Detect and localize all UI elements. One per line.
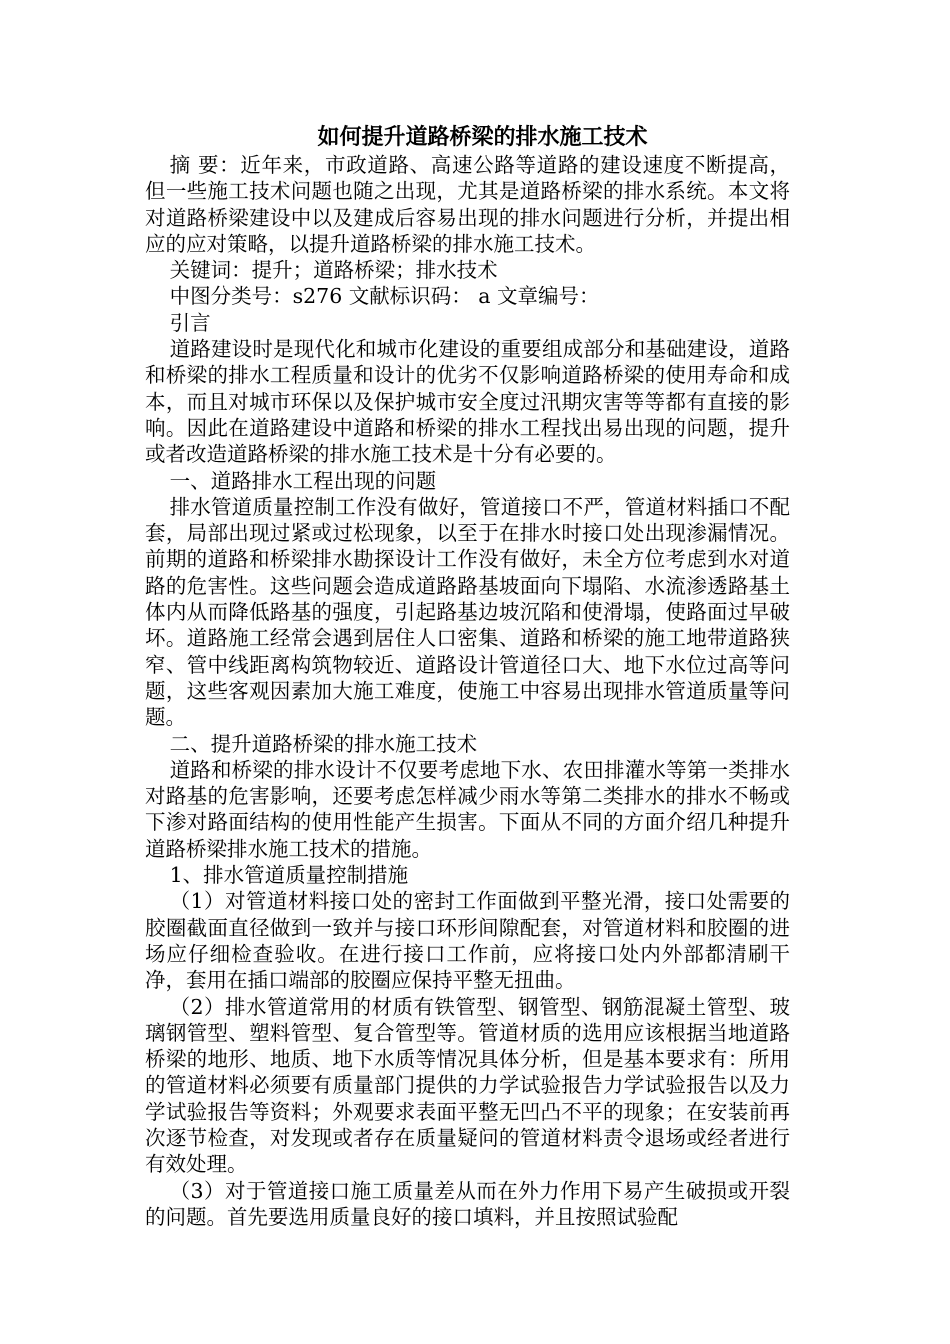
section-heading-2: 二、提升道路桥梁的排水施工技术 <box>169 731 478 756</box>
document-page <box>145 122 790 1230</box>
document-title: 如何提升道路桥梁的排水施工技术 <box>317 124 648 150</box>
section-heading-introduction: 引言 <box>169 310 211 335</box>
subsection-heading-2-1: 1、排水管道质量控制措施 <box>169 863 409 888</box>
introduction-paragraph: 道路建设时是现代化和城市化建设的重要组成部分和基础建设，道路和桥梁的排水工程质量和设计的优劣不仅影响道路桥梁的使用寿命和成本，而且对城市环保以及保护城市安全度过汛期灾害等等都有直接的影响。因此在道路建设中道路和桥梁的排水工程找出易出现的问题，提升或者改造道路桥梁的排水施工技术是十分有必要的。 <box>145 337 790 467</box>
keywords-line: 关键词：提升；道路桥梁；排水技术 <box>169 258 498 283</box>
abstract-paragraph: 摘 要：近年来，市政道路、高速公路等道路的建设速度不断提高，但一些施工技术问题也随之出现，尤其是道路桥梁的排水系统。本文将对道路桥梁建设中以及建成后容易出现的排水问题进行分析，并提出相应的应对策略，以提升道路桥梁的排水施工技术。 <box>145 153 790 256</box>
item-3-paragraph: （3）对于管道接口施工质量差从而在外力作用下易产生破损或开裂的问题。首先要选用质量良好的接口填料，并且按照试验配 <box>145 1178 790 1229</box>
section-1-paragraph: 排水管道质量控制工作没有做好，管道接口不严，管道材料插口不配套，局部出现过紧或过松现象，以至于在排水时接口处出现渗漏情况。前期的道路和桥梁排水勘探设计工作没有做好，未全方位考虑到水对道路的危害性。这些问题会造成道路路基坡面向下塌陷、水流渗透路基土体内从而降低路基的强度，引起路基边坡沉陷和使滑塌，使路面过早破坏。道路施工经常会遇到居住人口密集、道路和桥梁的施工地带道路狭窄、管中线距离构筑物较近、道路设计管道径口大、地下水位过高等问题，这些客观因素加大施工难度，使施工中容易出现排水管道质量等问题。 <box>145 494 790 730</box>
section-heading-1: 一、道路排水工程出现的问题 <box>169 468 437 493</box>
item-1-paragraph: （1）对管道材料接口处的密封工作面做到平整光滑，接口处需要的胶圈截面直径做到一致并与接口环形间隙配套，对管道材料和胶圈的进场应仔细检查验收。在进行接口工作前，应将接口处内外部都清刷干净，套用在插口端部的胶圈应保持平整无扭曲。 <box>145 889 790 993</box>
classification-line: 中图分类号：s276 文献标识码： a 文章编号： <box>169 284 600 309</box>
section-2-paragraph: 道路和桥梁的排水设计不仅要考虑地下水、农田排灌水等第一类排水对路基的危害影响，还要考虑怎样减少雨水等第二类排水的排水不畅或下渗对路面结构的使用性能产生损害。下面从不同的方面介绍几种提升道路桥梁排水施工技术的措施。 <box>145 757 790 861</box>
item-2-paragraph: （2）排水管道常用的材质有铁管型、钢管型、钢筋混凝土管型、玻璃钢管型、塑料管型、复合管型等。管道材质的选用应该根据当地道路桥梁的地形、地质、地下水质等情况具体分析，但是基本要求有：所用的管道材料必须要有质量部门提供的力学试验报告力学试验报告以及力学试验报告等资料；外观要求表面平整无凹凸不平的现象；在安装前再次逐节检查，对发现或者存在质量疑问的管道材料责令退场或经者进行有效处理。 <box>145 994 790 1177</box>
